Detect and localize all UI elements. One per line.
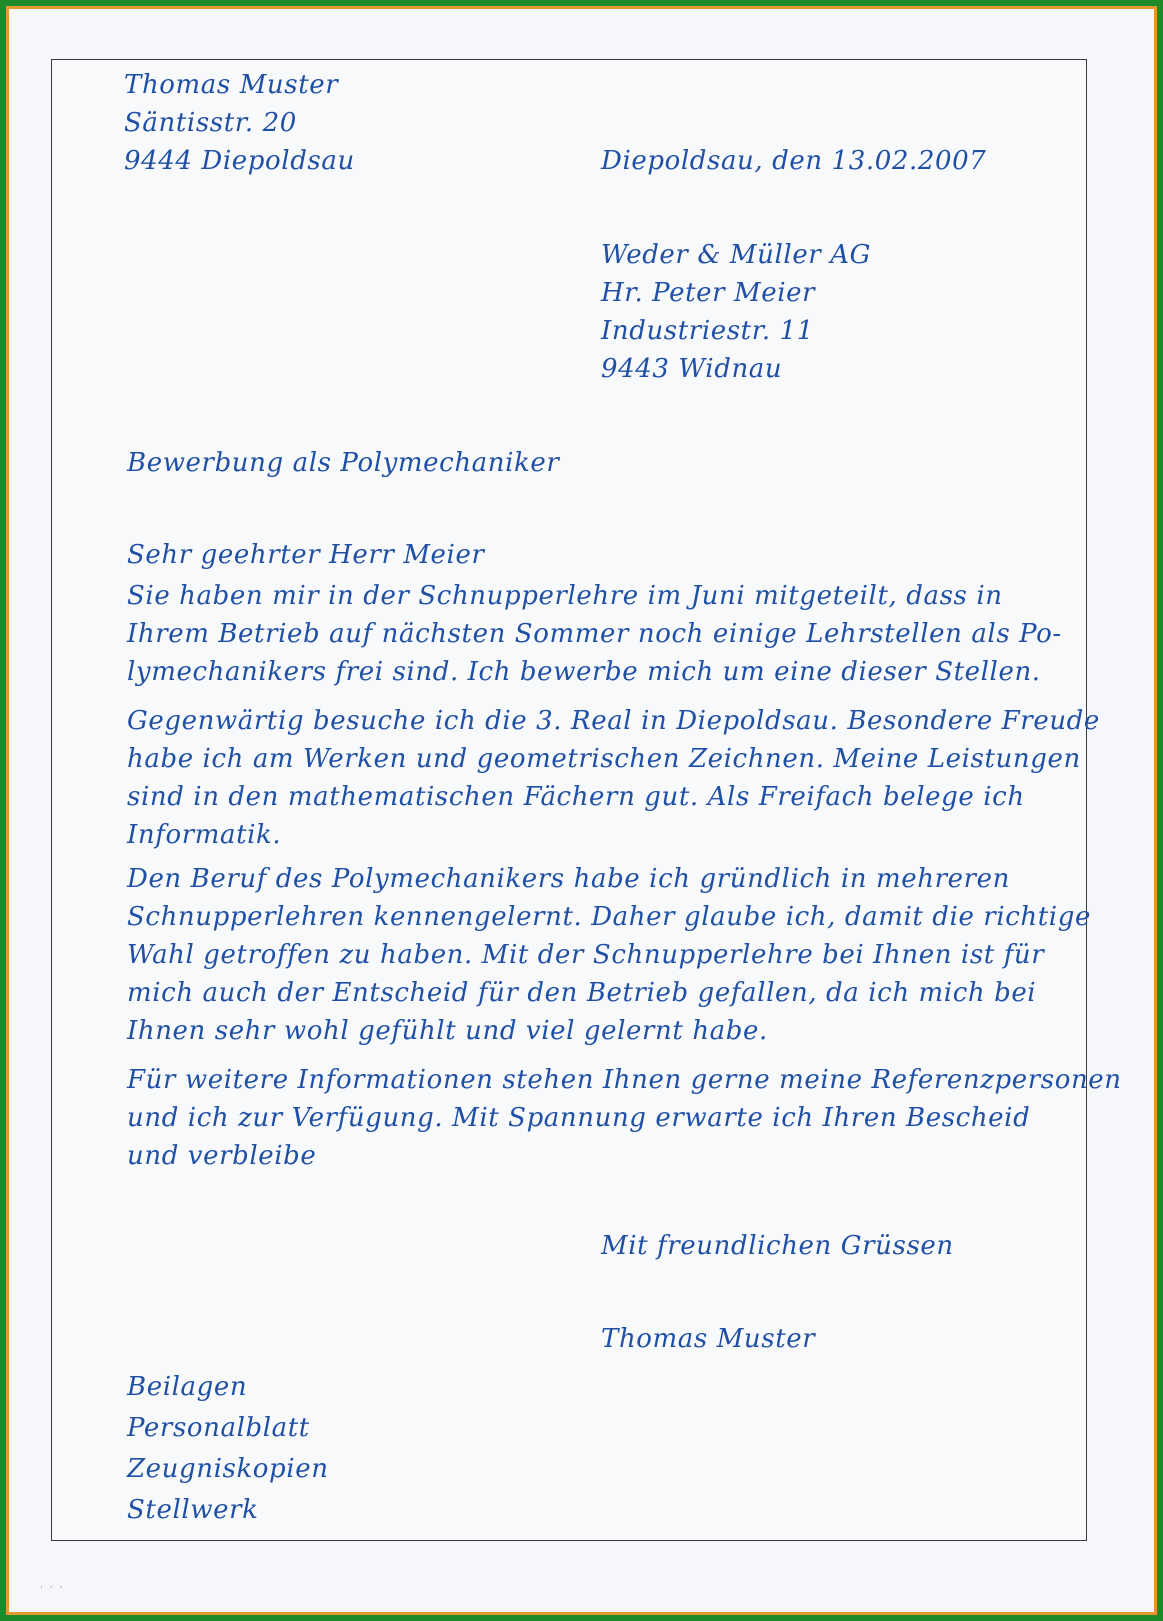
body-line: lymechanikers frei sind. Ich bewerbe mich um eine dieser Stellen. [127,657,1041,687]
body-paragraph-2 [127,702,1100,854]
sender-name: Thomas Muster [124,70,339,100]
body-line: Ihnen sehr wohl gefühlt und viel gelernt habe. [127,1016,768,1046]
body-paragraph-3 [127,860,1091,1050]
body-line: Wahl getroffen zu haben. Mit der Schnupperlehre bei Ihnen ist für [127,940,1045,970]
body-line: und verbleibe [127,1141,317,1171]
enclosure-item: Stellwerk [127,1495,259,1525]
closing: Mit freundlichen Grüssen [601,1231,954,1261]
enclosures [127,1368,329,1529]
recipient-company: Weder & Müller AG [601,240,871,270]
body-line: Ihrem Betrieb auf nächsten Sommer noch einige Lehrstellen als Po- [127,619,1062,649]
body-paragraph-4 [127,1061,1122,1175]
body-line: und ich zur Verfügung. Mit Spannung erwarte ich Ihren Bescheid [127,1103,1031,1133]
body-line: Gegenwärtig besuche ich die 3. Real in Diepoldsau. Besondere Freude [127,706,1100,736]
sender-address [124,66,355,180]
enclosures-heading: Beilagen [127,1372,248,1402]
body-line: sind in den mathematischen Fächern gut. Als Freifach belege ich [127,782,1025,812]
body-line: Sie haben mir in der Schnupperlehre im Juni mitgeteilt, dass in [127,581,1003,611]
enclosure-item: Personalblatt [127,1413,310,1443]
body-paragraph-1 [127,577,1062,691]
recipient-street: Industriestr. 11 [601,316,814,346]
body-line: Informatik. [127,820,282,850]
body-line: Für weitere Informationen stehen Ihnen gerne meine Referenzpersonen [127,1065,1122,1095]
scan-mark: · · · [40,1583,65,1593]
sender-city: 9444 Diepoldsau [124,146,355,176]
body-line: Schnupperlehren kennengelernt. Daher glaube ich, damit die richtige [127,902,1091,932]
recipient-person: Hr. Peter Meier [601,278,816,308]
salutation: Sehr geehrter Herr Meier [127,540,485,570]
recipient-city: 9443 Widnau [601,354,783,384]
body-line: Den Beruf des Polymechanikers habe ich gründlich in mehreren [127,864,1010,894]
sender-street: Säntisstr. 20 [124,108,297,138]
body-line: mich auch der Entscheid für den Betrieb gefallen, da ich mich bei [127,978,1037,1008]
enclosure-item: Zeugniskopien [127,1454,329,1484]
subject-line: Bewerbung als Polymechaniker [127,448,560,478]
recipient-address [601,236,871,388]
body-line: habe ich am Werken und geometrischen Zeichnen. Meine Leistungen [127,744,1081,774]
signature: Thomas Muster [601,1324,816,1354]
date-line: Diepoldsau, den 13.02.2007 [601,146,987,176]
